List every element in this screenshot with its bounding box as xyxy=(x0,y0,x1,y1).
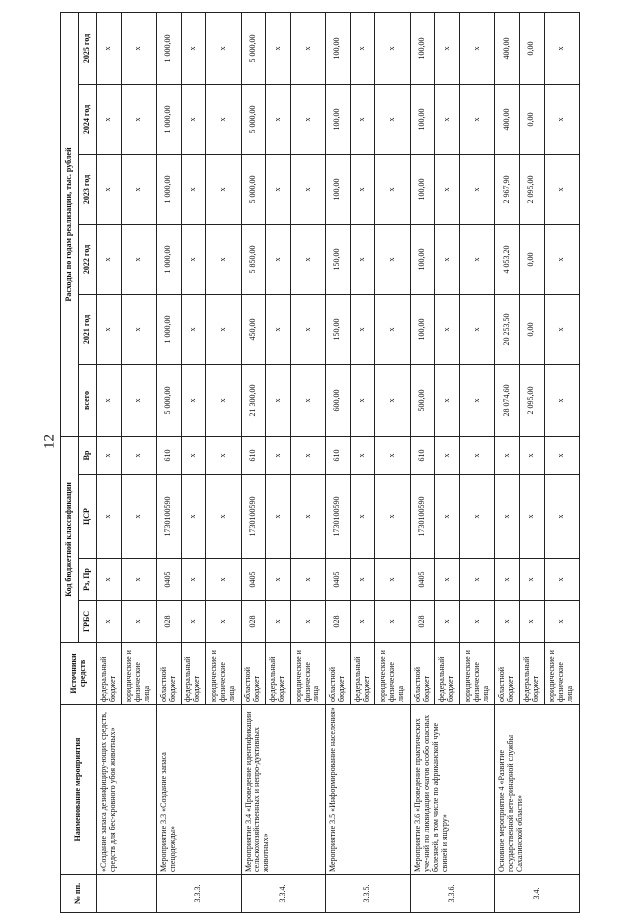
y2021-cell: 0,00 xyxy=(519,294,544,364)
rzpr-cell: x xyxy=(121,559,156,601)
rzpr-cell: x xyxy=(350,559,375,601)
total-cell: x xyxy=(435,364,460,436)
vr-cell: x xyxy=(435,436,460,474)
source-cell: федеральный бюджет xyxy=(435,643,460,705)
grbs-cell: x xyxy=(495,601,520,643)
y2025-cell: x xyxy=(435,12,460,84)
y2021-cell: x xyxy=(460,294,495,364)
y2025-cell: x xyxy=(460,12,495,84)
source-cell: федеральный бюджет xyxy=(519,643,544,705)
y2024-cell: x xyxy=(121,84,156,154)
csr-cell: x xyxy=(519,475,544,559)
total-cell: 600,00 xyxy=(326,364,351,436)
csr-cell: x xyxy=(350,475,375,559)
vr-cell: x xyxy=(290,436,325,474)
csr-cell: x xyxy=(544,475,579,559)
csr-cell: 1730100590 xyxy=(326,475,351,559)
y2024-cell: 1 000,00 xyxy=(156,84,181,154)
rzpr-cell: x xyxy=(544,559,579,601)
header-2023: 2023 год xyxy=(79,154,97,224)
header-2024: 2024 год xyxy=(79,84,97,154)
y2021-cell: x xyxy=(206,294,241,364)
csr-cell: x xyxy=(97,475,122,559)
measure-name: Основное мероприятие 4 «Развитие государственной вете-ринарной службы Сахалинской области» xyxy=(495,705,580,875)
row-number: 3.3.5. xyxy=(326,875,411,913)
grbs-cell: x xyxy=(435,601,460,643)
vr-cell: x xyxy=(266,436,291,474)
grbs-cell: x xyxy=(97,601,122,643)
rzpr-cell: 0405 xyxy=(326,559,351,601)
total-cell: x xyxy=(460,364,495,436)
y2024-cell: x xyxy=(97,84,122,154)
y2025-cell: x xyxy=(290,12,325,84)
y2022-cell: x xyxy=(181,224,206,294)
y2022-cell: x xyxy=(460,224,495,294)
row-number: 3.3.6. xyxy=(410,875,495,913)
grbs-cell: x xyxy=(350,601,375,643)
vr-cell: x xyxy=(519,436,544,474)
total-cell: x xyxy=(121,364,156,436)
header-source: Источники средств xyxy=(61,643,97,705)
y2023-cell: x xyxy=(544,154,579,224)
y2022-cell: 4 053,20 xyxy=(495,224,520,294)
y2025-cell: x xyxy=(121,12,156,84)
y2022-cell: 150,00 xyxy=(326,224,351,294)
total-cell: x xyxy=(375,364,410,436)
y2021-cell: x xyxy=(544,294,579,364)
grbs-cell: 028 xyxy=(156,601,181,643)
y2022-cell: x xyxy=(97,224,122,294)
y2023-cell: 2 967,90 xyxy=(495,154,520,224)
y2024-cell: x xyxy=(266,84,291,154)
header-name: Наименование мероприятия xyxy=(61,705,97,875)
header-total: всего xyxy=(79,364,97,436)
y2024-cell: 400,00 xyxy=(495,84,520,154)
y2023-cell: 100,00 xyxy=(326,154,351,224)
csr-cell: x xyxy=(206,475,241,559)
rzpr-cell: x xyxy=(519,559,544,601)
grbs-cell: x xyxy=(375,601,410,643)
header-vr: Вр xyxy=(79,436,97,474)
vr-cell: x xyxy=(495,436,520,474)
y2025-cell: x xyxy=(266,12,291,84)
rzpr-cell: x xyxy=(375,559,410,601)
header-2025: 2025 год xyxy=(79,12,97,84)
y2022-cell: x xyxy=(266,224,291,294)
y2023-cell: x xyxy=(290,154,325,224)
y2024-cell: x xyxy=(544,84,579,154)
y2024-cell: x xyxy=(460,84,495,154)
y2024-cell: x xyxy=(206,84,241,154)
measure-name: Мероприятие 3.4 «Проведение идентификации сельскохозяйственных и непро-дуктивных животных» xyxy=(241,705,326,875)
y2024-cell: 0,00 xyxy=(519,84,544,154)
table-row xyxy=(156,12,181,912)
grbs-cell: x xyxy=(121,601,156,643)
y2021-cell: 450,00 xyxy=(241,294,266,364)
vr-cell: x xyxy=(375,436,410,474)
grbs-cell: x xyxy=(181,601,206,643)
csr-cell: 1730100590 xyxy=(241,475,266,559)
y2021-cell: x xyxy=(121,294,156,364)
y2021-cell: x xyxy=(350,294,375,364)
vr-cell: x xyxy=(181,436,206,474)
rzpr-cell: x xyxy=(290,559,325,601)
y2025-cell: 0,00 xyxy=(519,12,544,84)
vr-cell: x xyxy=(460,436,495,474)
source-cell: федеральный бюджет xyxy=(181,643,206,705)
grbs-cell: x xyxy=(206,601,241,643)
grbs-cell: x xyxy=(266,601,291,643)
row-number xyxy=(97,875,157,913)
y2022-cell: x xyxy=(290,224,325,294)
y2024-cell: x xyxy=(435,84,460,154)
table-row xyxy=(241,12,266,912)
y2024-cell: x xyxy=(181,84,206,154)
header-rzpr: Рз, Пр xyxy=(79,559,97,601)
y2024-cell: x xyxy=(290,84,325,154)
y2023-cell: 100,00 xyxy=(410,154,435,224)
csr-cell: 1730100590 xyxy=(410,475,435,559)
total-cell: 500,00 xyxy=(410,364,435,436)
source-cell: областной бюджет xyxy=(326,643,351,705)
total-cell: 2 095,00 xyxy=(519,364,544,436)
header-code-group: Код бюджетной классификации xyxy=(61,436,79,642)
source-cell: областной бюджет xyxy=(410,643,435,705)
vr-cell: x xyxy=(97,436,122,474)
csr-cell: 1730100590 xyxy=(156,475,181,559)
measure-name: «Создание запаса дезинфициру-ющих средств, средств для бес-кровного убоя животных» xyxy=(97,705,157,875)
header-num: № пп. xyxy=(61,875,97,913)
source-cell: федеральный бюджет xyxy=(350,643,375,705)
rzpr-cell: x xyxy=(181,559,206,601)
y2025-cell: 1 000,00 xyxy=(156,12,181,84)
source-cell: областной бюджет xyxy=(495,643,520,705)
y2025-cell: 100,00 xyxy=(410,12,435,84)
total-cell: 28 074,60 xyxy=(495,364,520,436)
rzpr-cell: x xyxy=(495,559,520,601)
rzpr-cell: 0405 xyxy=(241,559,266,601)
source-cell: юридические и физические лица xyxy=(375,643,410,705)
header-csr: ЦСР xyxy=(79,475,97,559)
y2021-cell: x xyxy=(435,294,460,364)
y2023-cell: x xyxy=(206,154,241,224)
y2022-cell: 1 000,00 xyxy=(156,224,181,294)
csr-cell: x xyxy=(375,475,410,559)
rzpr-cell: x xyxy=(266,559,291,601)
y2025-cell: x xyxy=(375,12,410,84)
rzpr-cell: 0405 xyxy=(410,559,435,601)
header-grbs: ГРБС xyxy=(79,601,97,643)
table-row xyxy=(410,12,435,912)
y2024-cell: 5 000,00 xyxy=(241,84,266,154)
grbs-cell: x xyxy=(544,601,579,643)
y2024-cell: x xyxy=(350,84,375,154)
grbs-cell: x xyxy=(519,601,544,643)
rzpr-cell: 0405 xyxy=(156,559,181,601)
y2022-cell: x xyxy=(350,224,375,294)
y2022-cell: x xyxy=(544,224,579,294)
table-row xyxy=(326,12,351,912)
y2021-cell: 150,00 xyxy=(326,294,351,364)
y2022-cell: x xyxy=(121,224,156,294)
source-cell: юридические и физические лица xyxy=(290,643,325,705)
source-cell: юридические и физические лица xyxy=(121,643,156,705)
y2025-cell: x xyxy=(206,12,241,84)
y2021-cell: 20 253,50 xyxy=(495,294,520,364)
vr-cell: x xyxy=(544,436,579,474)
y2022-cell: x xyxy=(435,224,460,294)
table-row xyxy=(97,12,122,912)
y2024-cell: 100,00 xyxy=(410,84,435,154)
csr-cell: x xyxy=(460,475,495,559)
total-cell: x xyxy=(544,364,579,436)
y2025-cell: x xyxy=(544,12,579,84)
y2022-cell: 0,00 xyxy=(519,224,544,294)
csr-cell: x xyxy=(435,475,460,559)
measure-name: Мероприятие 3.5 «Информирование населения» xyxy=(326,705,411,875)
y2023-cell: x xyxy=(350,154,375,224)
grbs-cell: x xyxy=(290,601,325,643)
total-cell: x xyxy=(266,364,291,436)
budget-table xyxy=(60,12,580,913)
table-body xyxy=(97,12,580,912)
y2021-cell: 100,00 xyxy=(410,294,435,364)
y2022-cell: x xyxy=(206,224,241,294)
csr-cell: x xyxy=(290,475,325,559)
csr-cell: x xyxy=(121,475,156,559)
y2025-cell: x xyxy=(181,12,206,84)
y2021-cell: x xyxy=(290,294,325,364)
y2025-cell: 100,00 xyxy=(326,12,351,84)
header-2022: 2022 год xyxy=(79,224,97,294)
vr-cell: 610 xyxy=(326,436,351,474)
y2021-cell: x xyxy=(181,294,206,364)
y2023-cell: x xyxy=(375,154,410,224)
y2021-cell: 1 000,00 xyxy=(156,294,181,364)
y2025-cell: x xyxy=(350,12,375,84)
vr-cell: 610 xyxy=(241,436,266,474)
vr-cell: x xyxy=(206,436,241,474)
source-cell: федеральный бюджет xyxy=(97,643,122,705)
y2022-cell: 5 850,00 xyxy=(241,224,266,294)
y2022-cell: x xyxy=(375,224,410,294)
rzpr-cell: x xyxy=(206,559,241,601)
total-cell: x xyxy=(350,364,375,436)
total-cell: 21 300,00 xyxy=(241,364,266,436)
rotated-page xyxy=(60,13,580,913)
vr-cell: x xyxy=(121,436,156,474)
y2021-cell: x xyxy=(266,294,291,364)
grbs-cell: x xyxy=(460,601,495,643)
row-number: 3.4. xyxy=(495,875,580,913)
y2025-cell: 5 000,00 xyxy=(241,12,266,84)
total-cell: x xyxy=(290,364,325,436)
vr-cell: 610 xyxy=(156,436,181,474)
rzpr-cell: x xyxy=(97,559,122,601)
measure-name: Мероприятие 3.6 «Проведение практических уче-ний по ликвидации очагов особо опасных болезней, в том числе по африканской чуме свиней и ящуру» xyxy=(410,705,495,875)
y2025-cell: 400,00 xyxy=(495,12,520,84)
grbs-cell: 028 xyxy=(326,601,351,643)
source-cell: юридические и физические лица xyxy=(206,643,241,705)
table-row xyxy=(495,12,520,912)
vr-cell: 610 xyxy=(410,436,435,474)
y2021-cell: x xyxy=(97,294,122,364)
y2023-cell: x xyxy=(460,154,495,224)
source-cell: областной бюджет xyxy=(241,643,266,705)
total-cell: x xyxy=(97,364,122,436)
y2023-cell: x xyxy=(121,154,156,224)
total-cell: x xyxy=(181,364,206,436)
row-number: 3.3.3. xyxy=(156,875,241,913)
csr-cell: x xyxy=(495,475,520,559)
y2025-cell: x xyxy=(97,12,122,84)
grbs-cell: 028 xyxy=(410,601,435,643)
source-cell: юридические и физические лица xyxy=(460,643,495,705)
y2023-cell: x xyxy=(266,154,291,224)
csr-cell: x xyxy=(266,475,291,559)
source-cell: областной бюджет xyxy=(156,643,181,705)
vr-cell: x xyxy=(350,436,375,474)
y2024-cell: 100,00 xyxy=(326,84,351,154)
y2023-cell: x xyxy=(435,154,460,224)
page-number: 12 xyxy=(41,434,58,449)
y2024-cell: x xyxy=(375,84,410,154)
total-cell: 5 000,00 xyxy=(156,364,181,436)
row-number: 3.3.4. xyxy=(241,875,326,913)
y2023-cell: 1 000,00 xyxy=(156,154,181,224)
source-cell: юридические и физические лица xyxy=(544,643,579,705)
rzpr-cell: x xyxy=(460,559,495,601)
y2023-cell: x xyxy=(181,154,206,224)
source-cell: федеральный бюджет xyxy=(266,643,291,705)
header-expenses-group: Расходы по годам реализации, тыс. рублей xyxy=(61,12,79,436)
y2023-cell: 5 000,00 xyxy=(241,154,266,224)
y2023-cell: 2 095,00 xyxy=(519,154,544,224)
rzpr-cell: x xyxy=(435,559,460,601)
y2023-cell: x xyxy=(97,154,122,224)
total-cell: x xyxy=(206,364,241,436)
y2021-cell: x xyxy=(375,294,410,364)
header-2021: 2021 год xyxy=(79,294,97,364)
y2022-cell: 100,00 xyxy=(410,224,435,294)
csr-cell: x xyxy=(181,475,206,559)
measure-name: Мероприятие 3.3 «Создание запаса спецодежды» xyxy=(156,705,241,875)
grbs-cell: 028 xyxy=(241,601,266,643)
